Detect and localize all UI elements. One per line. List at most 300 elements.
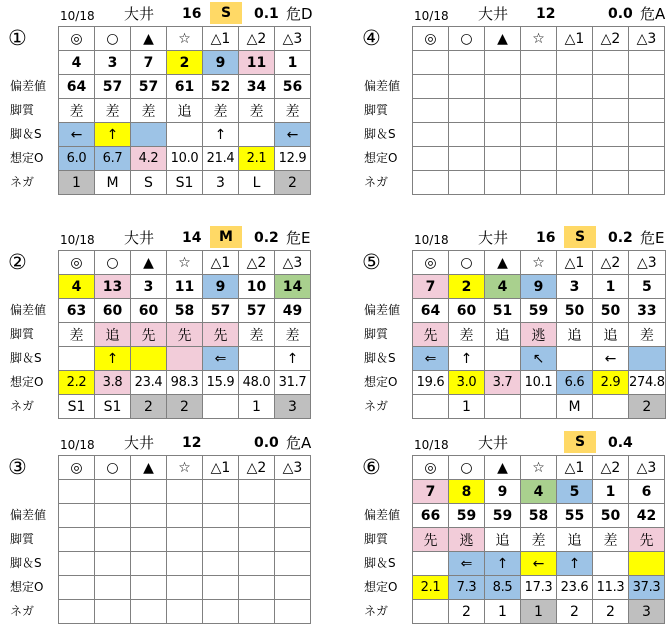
grid-cell: 33 (629, 299, 666, 323)
grid-cell: ↖ (521, 347, 557, 371)
grid-cell (521, 395, 557, 419)
grid-cell: ▲ (485, 456, 521, 480)
grid-cell: 3.8 (95, 371, 131, 395)
grid-cell: ← (593, 347, 629, 371)
grid-cell: 1 (593, 275, 629, 299)
grid-cell: 先 (413, 323, 449, 347)
row-label: 脚質 (364, 327, 389, 341)
grid-cell (485, 99, 521, 123)
grid-cell: 15.9 (203, 371, 239, 395)
grid-cell: ○ (95, 27, 131, 51)
grid-cell: 2.2 (59, 371, 95, 395)
grid-cell: 先 (413, 528, 449, 552)
grid-cell: 5 (629, 275, 666, 299)
grid-row (59, 504, 311, 528)
grid-cell (95, 528, 131, 552)
grid-cell: 1 (275, 51, 311, 75)
grid-cell: 3.0 (449, 371, 485, 395)
grid-cell (593, 395, 629, 419)
grid-cell (521, 147, 557, 171)
grid-cell (167, 576, 203, 600)
grid-cell: △3 (629, 456, 665, 480)
grid-row (413, 275, 666, 299)
grid-cell: ↑ (557, 552, 593, 576)
grid-cell (275, 552, 311, 576)
grid-cell (413, 51, 449, 75)
row-label: 想定O (364, 580, 398, 594)
grid-cell: 11.3 (593, 576, 629, 600)
grid-cell (203, 600, 239, 624)
grid-cell (629, 51, 665, 75)
grid-cell: 13 (95, 275, 131, 299)
grid-cell: ☆ (167, 27, 203, 51)
grid-cell (593, 51, 629, 75)
grid-cell (203, 576, 239, 600)
grid-cell: 3 (629, 600, 665, 624)
grid-cell (629, 171, 665, 195)
grid-row (413, 51, 665, 75)
race-panel-2 (10, 226, 316, 428)
row-label: 脚質 (364, 532, 389, 546)
grid-cell: 差 (275, 323, 311, 347)
race-header (412, 226, 670, 248)
grid-cell (413, 123, 449, 147)
grid-cell: 10.0 (167, 147, 203, 171)
grid-cell: 57 (239, 299, 275, 323)
race-panel-5 (364, 226, 670, 428)
grid-row (413, 347, 666, 371)
risk-level: 危E (640, 229, 665, 247)
grid-cell (593, 147, 629, 171)
grid-cell: 追 (593, 323, 629, 347)
row-label: 偏差値 (10, 79, 47, 93)
row-label (364, 26, 412, 50)
grid-row (413, 99, 665, 123)
grid-cell: 6.6 (557, 371, 593, 395)
risk-level: 危D (286, 5, 313, 23)
prediction-grid (58, 26, 311, 195)
grid-cell: ⇐ (203, 347, 239, 371)
grid-cell (629, 147, 665, 171)
grid-cell: 6.0 (59, 147, 95, 171)
grid-cell: 逃 (449, 528, 485, 552)
grid-cell: 2 (131, 395, 167, 419)
grid-cell (203, 552, 239, 576)
row-label: 脚質 (10, 532, 35, 546)
grid-cell: 34 (239, 75, 275, 99)
risk-level: 危A (640, 5, 666, 23)
grid-row (59, 456, 311, 480)
grid-cell: 2 (593, 600, 629, 624)
grid-cell (167, 480, 203, 504)
row-label (10, 50, 58, 74)
grid-cell: 差 (59, 323, 95, 347)
grid-row (59, 552, 311, 576)
grid-cell: 50 (593, 504, 629, 528)
grid-cell (521, 51, 557, 75)
grid-cell: 37.3 (629, 576, 665, 600)
grid-cell: ▲ (131, 456, 167, 480)
grid-cell: ↑ (485, 552, 521, 576)
grid-row (59, 99, 311, 123)
grid-cell: 50 (557, 299, 593, 323)
grid-row (59, 171, 311, 195)
grid-cell (239, 576, 275, 600)
rate-value: 0.1 (254, 6, 279, 22)
row-label (364, 455, 412, 479)
grid-cell (95, 600, 131, 624)
grid-cell: ▲ (485, 251, 521, 275)
race-panel-4 (364, 2, 670, 204)
grid-row (59, 395, 311, 419)
grid-row (59, 275, 311, 299)
grid-cell (167, 347, 203, 371)
grid-row (413, 504, 665, 528)
grid-cell (59, 600, 95, 624)
race-date: 10/18 (414, 233, 449, 247)
grid-cell: 59 (485, 504, 521, 528)
row-label: 脚＆S (10, 127, 42, 141)
grid-cell: △1 (203, 27, 239, 51)
race-number: ⑤ (362, 250, 381, 274)
grid-cell (485, 171, 521, 195)
grid-cell: 58 (521, 504, 557, 528)
grid-cell: 差 (131, 99, 167, 123)
grid-cell (167, 123, 203, 147)
rate-value: 0.0 (254, 435, 279, 451)
row-label: ネガ (10, 399, 35, 413)
grid-cell (413, 75, 449, 99)
grid-cell: ☆ (521, 251, 557, 275)
grid-cell: △3 (629, 251, 666, 275)
race-header (58, 226, 316, 248)
grid-cell: 60 (95, 299, 131, 323)
row-label (10, 274, 58, 298)
grid-cell: ☆ (167, 251, 203, 275)
grid-cell: 3 (275, 395, 311, 419)
race-number: ③ (8, 455, 27, 479)
grid-cell: 9 (521, 275, 557, 299)
grade-badge: S (210, 2, 242, 24)
grid-cell (167, 504, 203, 528)
grid-cell (239, 347, 275, 371)
grid-cell: 逃 (521, 323, 557, 347)
grid-cell (593, 99, 629, 123)
grid-cell (59, 576, 95, 600)
grid-cell: 9 (485, 480, 521, 504)
grid-cell: 57 (95, 75, 131, 99)
grid-cell (449, 51, 485, 75)
prediction-grid (412, 250, 666, 419)
grid-cell: 先 (131, 323, 167, 347)
grid-cell (203, 395, 239, 419)
grid-row (413, 456, 665, 480)
grid-cell: △1 (557, 27, 593, 51)
grid-cell: 52 (203, 75, 239, 99)
grid-cell (593, 552, 629, 576)
grid-cell: ← (275, 123, 311, 147)
grid-row (59, 75, 311, 99)
grid-cell (413, 147, 449, 171)
runner-count: 12 (182, 435, 202, 451)
grid-cell: 5 (557, 480, 593, 504)
grid-cell (239, 504, 275, 528)
grid-cell: 274.8 (629, 371, 666, 395)
grid-cell (275, 528, 311, 552)
row-label: 脚質 (10, 327, 35, 341)
grid-cell: 59 (521, 299, 557, 323)
grid-cell: 11 (167, 275, 203, 299)
row-label: ネガ (364, 175, 389, 189)
grid-cell: ◎ (59, 27, 95, 51)
grid-cell (557, 51, 593, 75)
grid-cell (59, 552, 95, 576)
race-panel-6 (364, 431, 670, 633)
grid-cell (59, 504, 95, 528)
grid-cell: S1 (167, 171, 203, 195)
grid-cell: 差 (593, 528, 629, 552)
row-label: 偏差値 (10, 508, 47, 522)
grid-cell: ☆ (521, 456, 557, 480)
grid-cell: S1 (95, 395, 131, 419)
grid-cell (557, 347, 593, 371)
grid-cell: ← (59, 123, 95, 147)
grid-cell: ☆ (167, 456, 203, 480)
grid-cell (485, 75, 521, 99)
grid-row (413, 395, 666, 419)
rate-value: 0.4 (608, 435, 633, 451)
grid-row (59, 251, 311, 275)
grid-cell: △2 (593, 27, 629, 51)
row-labels (10, 250, 58, 418)
grid-cell: 4.2 (131, 147, 167, 171)
grid-cell: 6.7 (95, 147, 131, 171)
grid-cell: 4 (521, 480, 557, 504)
grid-cell: △1 (203, 456, 239, 480)
grid-cell: S1 (59, 395, 95, 419)
row-label: 想定O (10, 375, 44, 389)
grid-cell: 2 (557, 600, 593, 624)
grid-cell: 14 (275, 275, 311, 299)
row-label (10, 455, 58, 479)
rate-value: 0.0 (608, 6, 633, 22)
row-label (364, 479, 412, 503)
grid-cell: 59 (449, 504, 485, 528)
grid-cell: 23.6 (557, 576, 593, 600)
grid-cell: 19.6 (413, 371, 449, 395)
row-label: ネガ (364, 604, 389, 618)
grid-cell (413, 99, 449, 123)
grid-row (59, 600, 311, 624)
grid-cell (557, 171, 593, 195)
grid-cell: 12.9 (275, 147, 311, 171)
grid-cell: 差 (449, 323, 485, 347)
grid-cell: ▲ (131, 27, 167, 51)
grid-cell: 2 (449, 275, 485, 299)
grid-cell: 4 (59, 51, 95, 75)
grid-cell (485, 51, 521, 75)
grid-cell: 差 (629, 323, 666, 347)
grid-cell (449, 147, 485, 171)
grid-cell (275, 576, 311, 600)
grid-cell (485, 395, 521, 419)
grid-cell: ◎ (413, 251, 449, 275)
race-header (412, 431, 670, 453)
grid-cell: ○ (95, 456, 131, 480)
grid-cell: △3 (629, 27, 665, 51)
grid-cell (521, 75, 557, 99)
grid-row (413, 371, 666, 395)
row-label: 偏差値 (364, 303, 401, 317)
grid-cell: ○ (95, 251, 131, 275)
grid-cell (95, 480, 131, 504)
grid-cell: 7 (413, 480, 449, 504)
grid-cell (449, 99, 485, 123)
grid-cell: 66 (413, 504, 449, 528)
grid-cell: 8 (449, 480, 485, 504)
grid-cell: 差 (275, 99, 311, 123)
grid-cell: △2 (239, 251, 275, 275)
grid-cell (413, 395, 449, 419)
grid-cell (239, 480, 275, 504)
grid-cell: 追 (167, 99, 203, 123)
grid-cell: 23.4 (131, 371, 167, 395)
row-label (10, 26, 58, 50)
grid-cell (485, 147, 521, 171)
grid-cell: △3 (275, 456, 311, 480)
grid-cell (275, 504, 311, 528)
grid-cell: M (557, 395, 593, 419)
grid-cell (239, 123, 275, 147)
grid-cell: 42 (629, 504, 665, 528)
grid-cell (59, 528, 95, 552)
grade-badge (564, 2, 596, 24)
grid-cell: 差 (239, 99, 275, 123)
grid-cell (167, 552, 203, 576)
row-labels (364, 26, 412, 194)
row-label: ネガ (10, 175, 35, 189)
grid-cell: 2 (449, 600, 485, 624)
track-name: 大井 (478, 229, 509, 247)
grid-cell (557, 147, 593, 171)
grid-cell: ○ (449, 251, 485, 275)
grid-cell: 4 (59, 275, 95, 299)
grid-cell: 10 (239, 275, 275, 299)
race-date: 10/18 (414, 438, 449, 452)
grid-cell: ▲ (131, 251, 167, 275)
grid-cell (95, 504, 131, 528)
grid-cell: 3 (95, 51, 131, 75)
grid-row (59, 371, 311, 395)
grid-cell (521, 171, 557, 195)
prediction-grid (58, 250, 311, 419)
race-panel-1 (10, 2, 316, 204)
grid-cell (131, 600, 167, 624)
track-name: 大井 (124, 434, 155, 452)
grid-cell (413, 171, 449, 195)
grid-cell: 2 (167, 395, 203, 419)
grid-cell: 3 (203, 171, 239, 195)
track-name: 大井 (478, 5, 509, 23)
grid-cell: 2 (167, 51, 203, 75)
grid-cell: △2 (239, 456, 275, 480)
race-number: ① (8, 26, 27, 50)
grid-row (413, 147, 665, 171)
runner-count: 16 (182, 6, 202, 22)
race-header (412, 2, 670, 24)
row-label (10, 250, 58, 274)
grid-cell: △3 (275, 27, 311, 51)
grid-cell: ▲ (485, 27, 521, 51)
grid-row (59, 480, 311, 504)
grade-badge: S (564, 226, 596, 248)
grid-cell: ↑ (203, 123, 239, 147)
grid-row (413, 75, 665, 99)
grid-cell: 1 (59, 171, 95, 195)
grid-cell: △2 (593, 456, 629, 480)
grid-cell: 3.7 (485, 371, 521, 395)
row-labels (10, 455, 58, 623)
grid-cell (449, 123, 485, 147)
grid-cell: 60 (131, 299, 167, 323)
grid-cell (131, 552, 167, 576)
prediction-grid (412, 26, 665, 195)
grid-cell: 2.1 (239, 147, 275, 171)
grid-cell (203, 504, 239, 528)
grid-cell (131, 528, 167, 552)
grid-cell: 2.1 (413, 576, 449, 600)
grid-cell: 7 (413, 275, 449, 299)
race-header (58, 431, 316, 453)
grid-cell: 58 (167, 299, 203, 323)
grid-cell (629, 75, 665, 99)
grid-cell (557, 75, 593, 99)
row-label: 脚＆S (364, 127, 396, 141)
grid-cell: 48.0 (239, 371, 275, 395)
row-label (10, 479, 58, 503)
grid-cell (203, 480, 239, 504)
grid-row (59, 123, 311, 147)
grid-cell (413, 552, 449, 576)
grid-cell: 3 (557, 275, 593, 299)
grid-row (59, 576, 311, 600)
grid-row (413, 171, 665, 195)
race-date: 10/18 (60, 438, 95, 452)
runner-count: 12 (536, 6, 556, 22)
grid-cell (485, 123, 521, 147)
grid-cell: 先 (167, 323, 203, 347)
grid-cell: 21.4 (203, 147, 239, 171)
race-header (58, 2, 316, 24)
risk-level: 危A (286, 434, 312, 452)
grid-cell: ○ (449, 456, 485, 480)
grid-cell: 57 (131, 75, 167, 99)
rate-value: 0.2 (608, 230, 633, 246)
row-label: 想定O (10, 580, 44, 594)
grid-cell: 追 (557, 323, 593, 347)
grid-cell: 2.9 (593, 371, 629, 395)
grid-row (413, 123, 665, 147)
row-label: 脚＆S (364, 351, 396, 365)
grid-cell: 10.1 (521, 371, 557, 395)
grid-cell: M (95, 171, 131, 195)
grid-cell: L (239, 171, 275, 195)
grid-cell: 1 (593, 480, 629, 504)
grid-row (413, 552, 665, 576)
grade-badge: M (210, 226, 242, 248)
grid-row (413, 323, 666, 347)
grid-cell (629, 99, 665, 123)
